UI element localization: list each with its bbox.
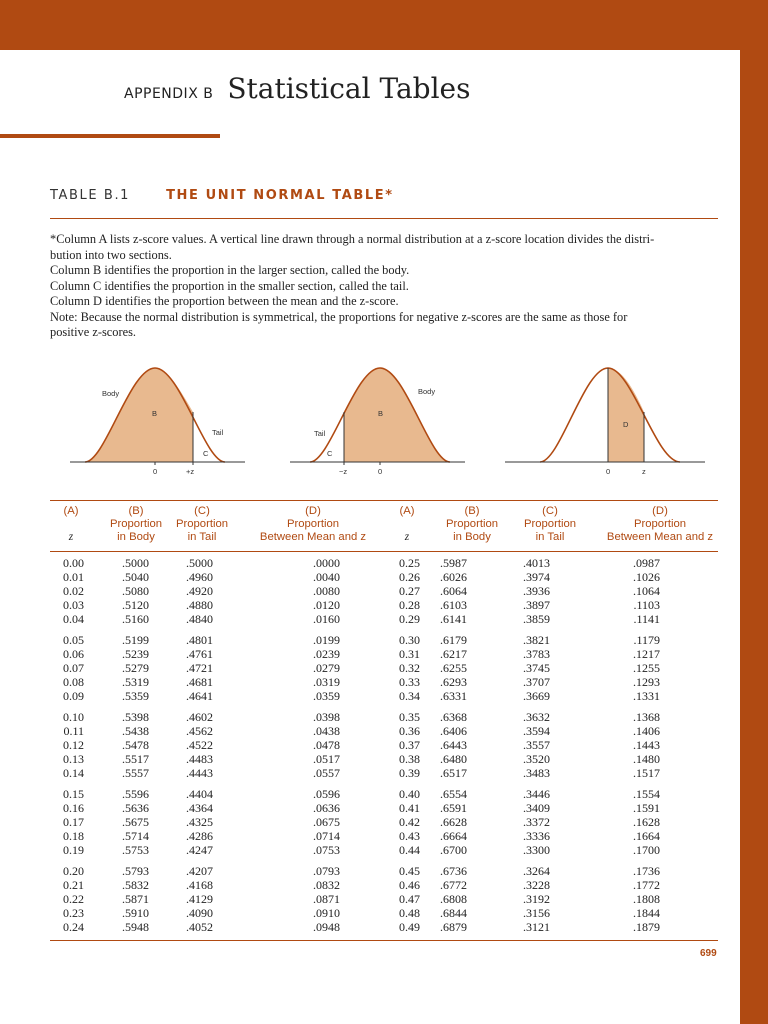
cell-tail-right: .3897 xyxy=(523,598,550,612)
cell-tail-right: .3300 xyxy=(523,843,550,857)
cell-tail-right: .3121 xyxy=(523,920,550,934)
cell-body-left: .5557 xyxy=(122,766,149,780)
cell-tail-left: .4960 xyxy=(186,570,213,584)
cell-mean-to-z-right: .1064 xyxy=(633,584,660,598)
cell-mean-to-z-left: .0478 xyxy=(313,738,340,752)
cell-z-left: 0.06 xyxy=(63,647,84,661)
fig1-b-label: B xyxy=(152,409,158,418)
cell-mean-to-z-left: .0517 xyxy=(313,752,340,766)
cell-tail-right: .3783 xyxy=(523,647,550,661)
cell-z-left: 0.02 xyxy=(63,584,84,598)
cell-body-left: .5793 xyxy=(122,864,149,878)
table-body xyxy=(50,552,718,941)
note-line-column-c: Column C identifies the proportion in the smaller section, called the tail. xyxy=(50,278,409,293)
cell-z-right: 0.25 xyxy=(399,556,420,570)
cell-tail-left: .4443 xyxy=(186,766,213,780)
cell-z-left: 0.14 xyxy=(63,766,84,780)
cell-body-right: .6844 xyxy=(440,906,467,920)
table-row xyxy=(50,584,718,598)
cell-z-right: 0.49 xyxy=(399,920,420,934)
cell-tail-right: .3520 xyxy=(523,752,550,766)
cell-tail-left: .4483 xyxy=(186,752,213,766)
cell-z-left: 0.01 xyxy=(63,570,84,584)
cell-mean-to-z-left: .0871 xyxy=(313,892,340,906)
note-line-symmetry: Note: Because the normal distribution is symmetrical, the proportions for negative z-scores are the same as those for xyxy=(50,309,628,324)
cell-tail-left: .4090 xyxy=(186,906,213,920)
cell-body-left: .5319 xyxy=(122,675,149,689)
fig2-z-label: −z xyxy=(339,467,348,476)
cell-mean-to-z-left: .0080 xyxy=(313,584,340,598)
cell-mean-to-z-right: .1700 xyxy=(633,843,660,857)
table-row xyxy=(50,689,718,703)
cell-body-right: .6772 xyxy=(440,878,467,892)
cell-tail-right: .3336 xyxy=(523,829,550,843)
cell-body-right: .6141 xyxy=(440,612,467,626)
cell-tail-left: .4247 xyxy=(186,843,213,857)
cell-mean-to-z-right: .1443 xyxy=(633,738,660,752)
cell-mean-to-z-right: .1179 xyxy=(633,633,660,647)
cell-mean-to-z-left: .0675 xyxy=(313,815,340,829)
cell-body-right: .6026 xyxy=(440,570,467,584)
cell-body-left: .5359 xyxy=(122,689,149,703)
cell-tail-left: .4562 xyxy=(186,724,213,738)
cell-body-right: .6879 xyxy=(440,920,467,934)
cell-z-right: 0.33 xyxy=(399,675,420,689)
figure-body-tail-positive xyxy=(70,368,245,476)
figure-body-tail-negative xyxy=(290,368,465,476)
cell-body-right: .6517 xyxy=(440,766,467,780)
cell-body-left: .5199 xyxy=(122,633,149,647)
cell-mean-to-z-right: .1406 xyxy=(633,724,660,738)
cell-body-left: .5040 xyxy=(122,570,149,584)
cell-z-right: 0.34 xyxy=(399,689,420,703)
cell-body-right: .6480 xyxy=(440,752,467,766)
cell-z-left: 0.12 xyxy=(63,738,84,752)
table-row xyxy=(50,556,718,570)
cell-body-left: .5948 xyxy=(122,920,149,934)
table-row xyxy=(50,675,718,689)
cell-tail-right: .3974 xyxy=(523,570,550,584)
cell-body-right: .6331 xyxy=(440,689,467,703)
cell-tail-left: .4325 xyxy=(186,815,213,829)
cell-tail-left: .4721 xyxy=(186,661,213,675)
header-z-left: (A) z xyxy=(63,505,79,543)
cell-z-left: 0.21 xyxy=(63,878,84,892)
table-row xyxy=(50,892,718,906)
cell-body-right: .6808 xyxy=(440,892,467,906)
cell-mean-to-z-right: .1141 xyxy=(633,612,660,626)
cell-z-right: 0.40 xyxy=(399,787,420,801)
cell-mean-to-z-left: .0636 xyxy=(313,801,340,815)
cell-body-left: .5596 xyxy=(122,787,149,801)
cell-z-left: 0.11 xyxy=(63,724,84,738)
cell-z-left: 0.23 xyxy=(63,906,84,920)
appendix-title: Statistical Tables xyxy=(227,72,471,105)
cell-tail-right: .3745 xyxy=(523,661,550,675)
cell-z-right: 0.48 xyxy=(399,906,420,920)
cell-mean-to-z-right: .1026 xyxy=(633,570,660,584)
cell-mean-to-z-right: .1103 xyxy=(633,598,660,612)
cell-tail-right: .3632 xyxy=(523,710,550,724)
cell-mean-to-z-left: .0948 xyxy=(313,920,340,934)
cell-tail-left: .5000 xyxy=(186,556,213,570)
fig2-b-label: B xyxy=(378,409,384,418)
cell-z-right: 0.43 xyxy=(399,829,420,843)
cell-z-left: 0.17 xyxy=(63,815,84,829)
cell-z-right: 0.35 xyxy=(399,710,420,724)
cell-body-left: .5438 xyxy=(122,724,149,738)
cell-tail-right: .3409 xyxy=(523,801,550,815)
cell-tail-right: .3707 xyxy=(523,675,550,689)
cell-mean-to-z-right: .1293 xyxy=(633,675,660,689)
cell-mean-to-z-right: .1844 xyxy=(633,906,660,920)
cell-z-right: 0.46 xyxy=(399,878,420,892)
cell-mean-to-z-left: .0319 xyxy=(313,675,340,689)
header-z-right: (A) z xyxy=(399,505,415,543)
cell-mean-to-z-left: .0120 xyxy=(313,598,340,612)
cell-body-left: .5160 xyxy=(122,612,149,626)
cell-mean-to-z-right: .1255 xyxy=(633,661,660,675)
cell-mean-to-z-right: .1772 xyxy=(633,878,660,892)
cell-mean-to-z-left: .0596 xyxy=(313,787,340,801)
note-line-column-a: *Column A lists z-score values. A vertical line drawn through a normal distribution at a z-score location divides the distri- xyxy=(50,232,655,246)
fig2-c-label: C xyxy=(327,449,333,458)
table-row xyxy=(50,710,718,724)
cell-z-left: 0.00 xyxy=(63,556,84,570)
cell-mean-to-z-left: .0714 xyxy=(313,829,340,843)
cell-body-right: .6443 xyxy=(440,738,467,752)
cell-mean-to-z-right: .1879 xyxy=(633,920,660,934)
cell-body-left: .5279 xyxy=(122,661,149,675)
cell-body-left: .5675 xyxy=(122,815,149,829)
cell-body-left: .5636 xyxy=(122,801,149,815)
cell-tail-right: .3594 xyxy=(523,724,550,738)
unit-normal-table xyxy=(50,500,718,941)
cell-tail-left: .4641 xyxy=(186,689,213,703)
fig1-tail-label: Tail xyxy=(212,428,224,437)
cell-tail-left: .4364 xyxy=(186,801,213,815)
cell-tail-right: .3192 xyxy=(523,892,550,906)
fig1-body-label: Body xyxy=(102,389,120,398)
cell-body-left: .5517 xyxy=(122,752,149,766)
cell-z-right: 0.32 xyxy=(399,661,420,675)
cell-z-left: 0.13 xyxy=(63,752,84,766)
cell-mean-to-z-left: .0199 xyxy=(313,633,340,647)
table-row xyxy=(50,598,718,612)
table-row xyxy=(50,787,718,801)
cell-z-right: 0.47 xyxy=(399,892,420,906)
table-row xyxy=(50,920,718,934)
cell-tail-left: .4404 xyxy=(186,787,213,801)
cell-body-right: .6255 xyxy=(440,661,467,675)
cell-z-right: 0.45 xyxy=(399,864,420,878)
cell-mean-to-z-right: .1368 xyxy=(633,710,660,724)
cell-body-right: .6664 xyxy=(440,829,467,843)
note-line-column-a-cont: bution into two sections. xyxy=(50,247,172,262)
cell-mean-to-z-right: .1517 xyxy=(633,766,660,780)
cell-tail-left: .4207 xyxy=(186,864,213,878)
cell-z-left: 0.10 xyxy=(63,710,84,724)
cell-body-left: .5080 xyxy=(122,584,149,598)
cell-z-right: 0.37 xyxy=(399,738,420,752)
cell-z-right: 0.29 xyxy=(399,612,420,626)
table-row xyxy=(50,633,718,647)
cell-tail-left: .4602 xyxy=(186,710,213,724)
cell-tail-left: .4052 xyxy=(186,920,213,934)
fig3-z-label: z xyxy=(642,467,646,476)
table-row xyxy=(50,612,718,626)
cell-body-right: .6554 xyxy=(440,787,467,801)
table-row xyxy=(50,766,718,780)
cell-mean-to-z-right: .1664 xyxy=(633,829,660,843)
normal-distribution-figures xyxy=(0,350,740,490)
table-row xyxy=(50,815,718,829)
cell-z-right: 0.31 xyxy=(399,647,420,661)
cell-tail-left: .4920 xyxy=(186,584,213,598)
cell-tail-right: .3483 xyxy=(523,766,550,780)
top-accent-bar xyxy=(0,0,768,50)
cell-tail-left: .4681 xyxy=(186,675,213,689)
header-tail-left: (C) Proportion in Tail xyxy=(175,505,229,543)
cell-tail-left: .4761 xyxy=(186,647,213,661)
table-number: TABLE B.1 xyxy=(50,188,131,203)
cell-mean-to-z-left: .0040 xyxy=(313,570,340,584)
cell-tail-right: .3372 xyxy=(523,815,550,829)
cell-z-right: 0.26 xyxy=(399,570,420,584)
cell-z-left: 0.16 xyxy=(63,801,84,815)
cell-mean-to-z-right: .0987 xyxy=(633,556,660,570)
cell-z-right: 0.27 xyxy=(399,584,420,598)
cell-z-left: 0.18 xyxy=(63,829,84,843)
cell-z-right: 0.42 xyxy=(399,815,420,829)
cell-mean-to-z-left: .0753 xyxy=(313,843,340,857)
cell-mean-to-z-left: .0000 xyxy=(313,556,340,570)
header-mean-to-z-right: (D) Proportion Between Mean and z xyxy=(606,505,714,543)
cell-tail-right: .3156 xyxy=(523,906,550,920)
fig3-d-label: D xyxy=(623,420,629,429)
cell-mean-to-z-left: .0279 xyxy=(313,661,340,675)
table-row xyxy=(50,878,718,892)
cell-z-left: 0.19 xyxy=(63,843,84,857)
cell-body-left: .5478 xyxy=(122,738,149,752)
table-row xyxy=(50,752,718,766)
fig1-zero-label: 0 xyxy=(153,467,158,476)
side-accent-bar xyxy=(740,50,768,1024)
cell-z-left: 0.05 xyxy=(63,633,84,647)
cell-tail-right: .3669 xyxy=(523,689,550,703)
table-row xyxy=(50,843,718,857)
cell-z-left: 0.09 xyxy=(63,689,84,703)
page-number: 699 xyxy=(700,948,717,959)
cell-body-left: .5120 xyxy=(122,598,149,612)
cell-mean-to-z-right: .1736 xyxy=(633,864,660,878)
header-body-right: (B) Proportion in Body xyxy=(445,505,499,543)
cell-body-right: .6628 xyxy=(440,815,467,829)
cell-body-right: .6293 xyxy=(440,675,467,689)
cell-tail-left: .4129 xyxy=(186,892,213,906)
cell-tail-right: .3264 xyxy=(523,864,550,878)
table-title: THE UNIT NORMAL TABLE* xyxy=(166,188,394,203)
cell-body-right: .6217 xyxy=(440,647,467,661)
fig2-zero-label: 0 xyxy=(378,467,383,476)
cell-tail-left: .4880 xyxy=(186,598,213,612)
fig2-body-label: Body xyxy=(418,387,436,396)
fig1-z-label: +z xyxy=(186,467,195,476)
cell-z-left: 0.07 xyxy=(63,661,84,675)
header-body-left: (B) Proportion in Body xyxy=(109,505,163,543)
cell-z-right: 0.38 xyxy=(399,752,420,766)
table-row xyxy=(50,661,718,675)
cell-mean-to-z-left: .0557 xyxy=(313,766,340,780)
table-caption xyxy=(50,188,394,203)
cell-mean-to-z-left: .0793 xyxy=(313,864,340,878)
cell-mean-to-z-right: .1217 xyxy=(633,647,660,661)
cell-tail-left: .4168 xyxy=(186,878,213,892)
cell-body-right: .5987 xyxy=(440,556,467,570)
cell-body-left: .5910 xyxy=(122,906,149,920)
cell-body-left: .5753 xyxy=(122,843,149,857)
cell-mean-to-z-left: .0910 xyxy=(313,906,340,920)
note-line-column-b: Column B identifies the proportion in the larger section, called the body. xyxy=(50,263,410,277)
appendix-heading xyxy=(124,72,471,105)
table-row xyxy=(50,724,718,738)
cell-mean-to-z-left: .0398 xyxy=(313,710,340,724)
cell-z-left: 0.04 xyxy=(63,612,84,626)
table-header xyxy=(50,500,718,552)
cell-mean-to-z-left: .0239 xyxy=(313,647,340,661)
table-row xyxy=(50,570,718,584)
note-line-symmetry-cont: positive z-scores. xyxy=(50,325,137,339)
cell-z-right: 0.41 xyxy=(399,801,420,815)
fig1-c-label: C xyxy=(203,449,209,458)
figure-mean-to-z xyxy=(505,368,705,476)
cell-tail-right: .3557 xyxy=(523,738,550,752)
cell-body-left: .5398 xyxy=(122,710,149,724)
cell-z-right: 0.30 xyxy=(399,633,420,647)
cell-z-right: 0.36 xyxy=(399,724,420,738)
fig2-tail-label: Tail xyxy=(314,429,326,438)
cell-body-right: .6591 xyxy=(440,801,467,815)
cell-body-left: .5714 xyxy=(122,829,149,843)
table-row xyxy=(50,801,718,815)
cell-tail-right: .3859 xyxy=(523,612,550,626)
header-tail-right: (C) Proportion in Tail xyxy=(523,505,577,543)
cell-body-right: .6179 xyxy=(440,633,467,647)
cell-mean-to-z-right: .1628 xyxy=(633,815,660,829)
header-mean-to-z-left: (D) Proportion Between Mean and z xyxy=(259,505,367,543)
cell-tail-right: .3821 xyxy=(523,633,550,647)
cell-body-left: .5000 xyxy=(122,556,149,570)
cell-z-left: 0.24 xyxy=(63,920,84,934)
cell-z-left: 0.20 xyxy=(63,864,84,878)
cell-mean-to-z-right: .1554 xyxy=(633,787,660,801)
cell-tail-right: .3228 xyxy=(523,878,550,892)
cell-z-left: 0.08 xyxy=(63,675,84,689)
cell-z-right: 0.28 xyxy=(399,598,420,612)
cell-mean-to-z-left: .0438 xyxy=(313,724,340,738)
cell-body-left: .5832 xyxy=(122,878,149,892)
cell-body-right: .6700 xyxy=(440,843,467,857)
cell-mean-to-z-right: .1480 xyxy=(633,752,660,766)
table-row xyxy=(50,647,718,661)
cell-body-right: .6368 xyxy=(440,710,467,724)
note-line-column-d: Column D identifies the proportion between the mean and the z-score. xyxy=(50,294,399,308)
cell-z-right: 0.39 xyxy=(399,766,420,780)
cell-tail-right: .3446 xyxy=(523,787,550,801)
table-row xyxy=(50,906,718,920)
cell-tail-left: .4840 xyxy=(186,612,213,626)
cell-tail-left: .4801 xyxy=(186,633,213,647)
cell-mean-to-z-right: .1591 xyxy=(633,801,660,815)
cell-body-right: .6103 xyxy=(440,598,467,612)
cell-tail-right: .3936 xyxy=(523,584,550,598)
cell-z-left: 0.22 xyxy=(63,892,84,906)
cell-body-right: .6064 xyxy=(440,584,467,598)
cell-mean-to-z-left: .0359 xyxy=(313,689,340,703)
cell-mean-to-z-right: .1808 xyxy=(633,892,660,906)
appendix-label: APPENDIX B xyxy=(124,86,214,102)
fig3-zero-label: 0 xyxy=(606,467,611,476)
table-row xyxy=(50,864,718,878)
cell-body-right: .6736 xyxy=(440,864,467,878)
cell-z-right: 0.44 xyxy=(399,843,420,857)
table-row xyxy=(50,738,718,752)
cell-body-left: .5871 xyxy=(122,892,149,906)
cell-tail-right: .4013 xyxy=(523,556,550,570)
cell-mean-to-z-left: .0832 xyxy=(313,878,340,892)
cell-tail-left: .4522 xyxy=(186,738,213,752)
cell-z-left: 0.03 xyxy=(63,598,84,612)
cell-z-left: 0.15 xyxy=(63,787,84,801)
table-row xyxy=(50,829,718,843)
title-underline xyxy=(0,134,220,138)
cell-body-right: .6406 xyxy=(440,724,467,738)
cell-mean-to-z-right: .1331 xyxy=(633,689,660,703)
table-notes xyxy=(50,232,718,341)
cell-body-left: .5239 xyxy=(122,647,149,661)
cell-mean-to-z-left: .0160 xyxy=(313,612,340,626)
caption-divider xyxy=(50,218,718,219)
cell-tail-left: .4286 xyxy=(186,829,213,843)
